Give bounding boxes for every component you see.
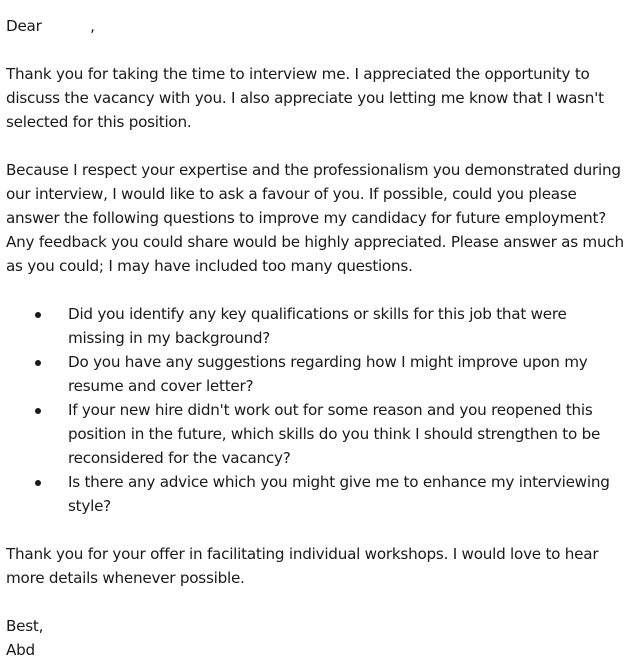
question-text: Did you identify any key qualifications or skills for this job that were missing in my background?: [68, 305, 567, 347]
spacer: [6, 590, 633, 614]
signature: Abd: [6, 641, 35, 659]
spacer: [6, 518, 633, 542]
question-item: [6, 398, 625, 470]
paragraph-closing: Thank you for your offer in facilitating individual workshops. I would love to hear more details whenever possible.: [6, 545, 599, 587]
spacer: [6, 278, 633, 302]
paragraph-request: Because I respect your expertise and the professionalism you demonstrated during our interview, I would like to ask a favour of you. If possible, could you please answer the following questions to improve my candidacy for future employment? Any feedback you could share would be highly appreciated. Please answer as much as you could; I may have included too many questions.: [6, 161, 624, 275]
question-item: [6, 350, 625, 398]
bullet-icon: [35, 312, 41, 318]
question-list: [6, 302, 633, 518]
question-text: If your new hire didn't work out for some reason and you reopened this position in the future, which skills do you think I should strengthen to be reconsidered for the vacancy?: [68, 401, 601, 467]
spacer: [6, 134, 633, 158]
signoff: Best,: [6, 617, 44, 635]
salutation-comma: ,: [90, 17, 95, 35]
salutation: [6, 14, 626, 38]
salutation-word: Dear: [6, 17, 42, 35]
question-text: Do you have any suggestions regarding how I might improve upon my resume and cover letter?: [68, 353, 588, 395]
bullet-icon: [35, 408, 41, 414]
question-item: [6, 302, 625, 350]
bullet-icon: [35, 480, 41, 486]
question-text: Is there any advice which you might give me to enhance my interviewing style?: [68, 473, 610, 515]
bullet-icon: [35, 360, 41, 366]
question-item: [6, 470, 625, 518]
paragraph-thanks: Thank you for taking the time to interview me. I appreciated the opportunity to discuss the vacancy with you. I also appreciate you letting me know that I wasn't selected for this position.: [6, 65, 604, 131]
spacer: [6, 38, 633, 62]
